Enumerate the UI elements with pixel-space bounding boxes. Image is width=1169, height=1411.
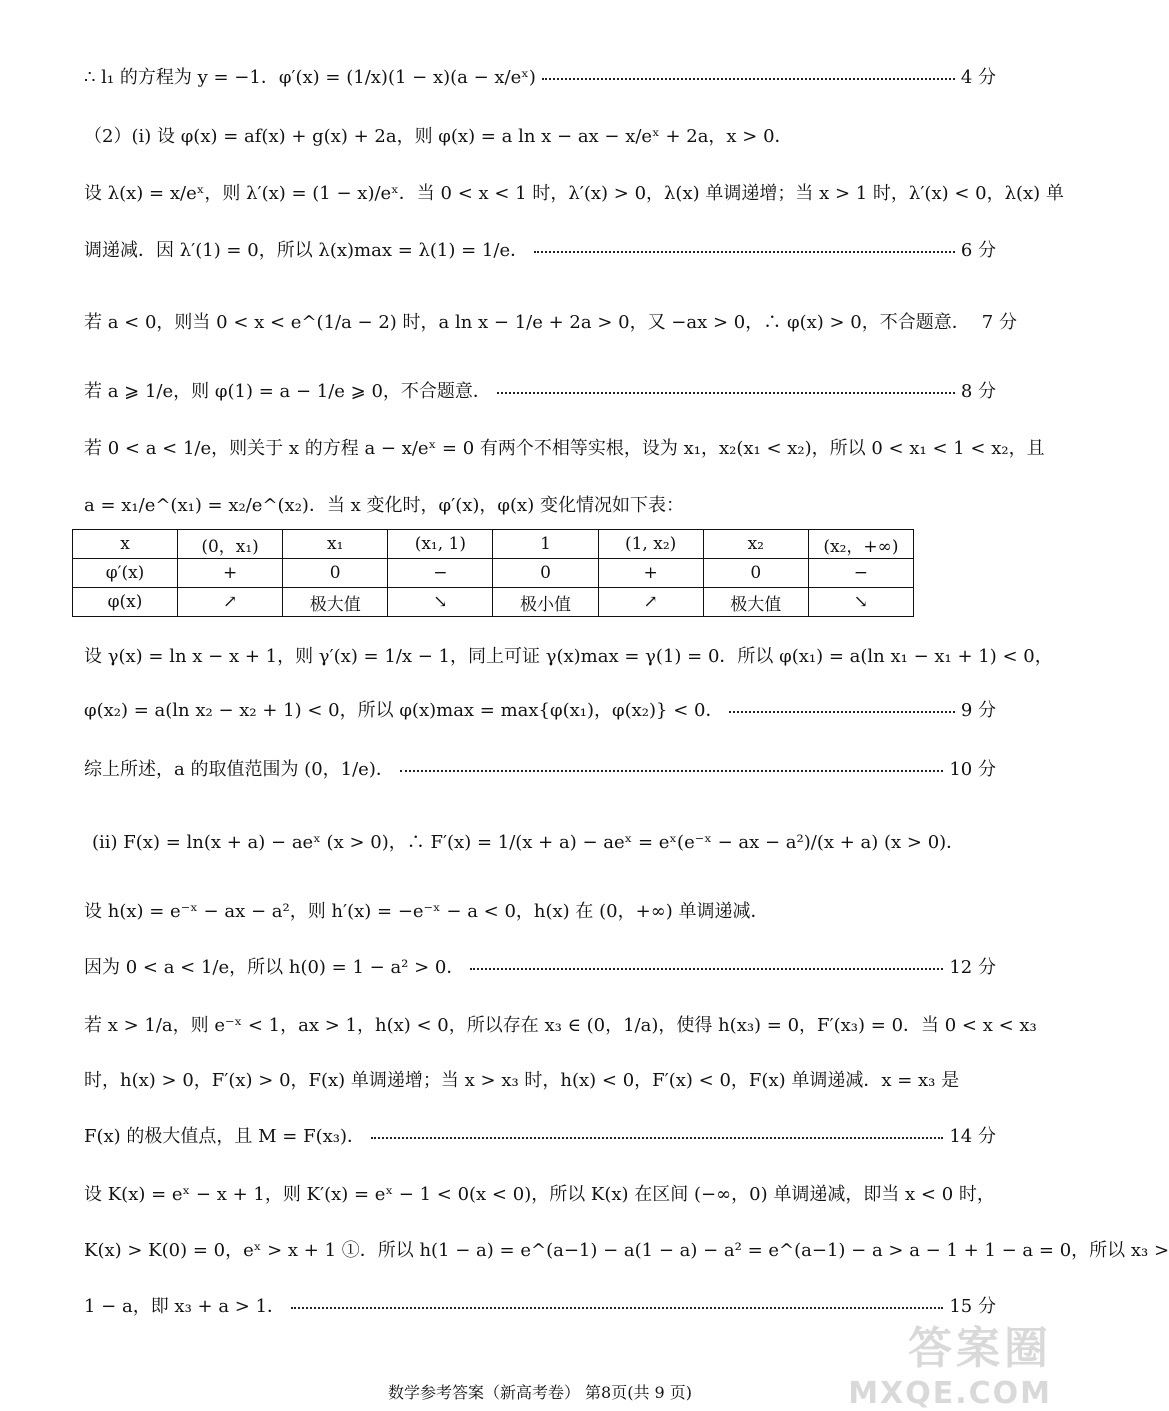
watermark-text: 答案圈 (908, 1323, 1052, 1374)
table-cell: + (178, 559, 283, 588)
leader-dots (534, 251, 955, 253)
table-cell: 极大值 (283, 588, 388, 617)
table-cell: 1 (493, 530, 598, 559)
line-text: 因为 0 < a < 1/e，所以 h(0) = 1 − a² > 0． (84, 957, 465, 978)
solution-line (84, 755, 996, 781)
points-label: 10 分 (949, 759, 996, 780)
leader-dots (291, 1307, 943, 1309)
points-label: 15 分 (949, 1296, 996, 1317)
solution-line: 设 h(x) = e⁻ˣ − ax − a²，则 h′(x) = −e⁻ˣ − a < 0，h(x) 在 (0，+∞) 单调递减． (84, 901, 769, 922)
solution-line: (ii) F(x) = ln(x + a) − aeˣ (x > 0)，∴ F′(x) = 1/(x + a) − aeˣ = eˣ(e⁻ˣ − ax − a²)/(x + a) (x > 0)． (92, 832, 965, 853)
points-label: 9 分 (960, 700, 996, 721)
watermark-url: MXQE.COM (848, 1376, 1052, 1411)
leader-dots (497, 392, 955, 394)
table-row (73, 559, 914, 588)
solution-line (84, 308, 1017, 334)
solution-line: （2）(i) 设 φ(x) = af(x) + g(x) + 2a，则 φ(x) = a ln x − ax − x/eˣ + 2a，x > 0． (84, 126, 793, 147)
table-cell: − (808, 559, 913, 588)
table-cell: (x₁, 1) (388, 530, 493, 559)
solution-line (84, 953, 996, 979)
points-label: 4 分 (960, 67, 996, 88)
table-cell: (0，x₁) (178, 530, 283, 559)
table-cell: 0 (703, 559, 808, 588)
points-label: 6 分 (960, 240, 996, 261)
table-cell: ↗ (598, 588, 703, 617)
table-cell: (x₂，+∞) (808, 530, 913, 559)
line-text: φ(x₂) = a(ln x₂ − x₂ + 1) < 0，所以 φ(x)max = max{φ(x₁)，φ(x₂)} < 0． (84, 700, 724, 721)
table-cell: 0 (283, 559, 388, 588)
table-cell: + (598, 559, 703, 588)
line-text: 若 a < 0，则当 0 < x < e^(1/a − 2) 时，a ln x − 1/e + 2a > 0，又 −ax > 0，∴ φ(x) > 0，不合题意． (84, 312, 970, 333)
leader-dots (400, 770, 944, 772)
solution-line: 设 λ(x) = x/eˣ，则 λ′(x) = (1 − x)/eˣ．当 0 < x < 1 时，λ′(x) > 0，λ(x) 单调递增；当 x > 1 时，λ′(x) < 0，λ(x) 单 (84, 183, 1064, 204)
solution-line (84, 1122, 996, 1148)
points-label: 14 分 (949, 1126, 996, 1147)
solution-line: 若 0 < a < 1/e，则关于 x 的方程 a − x/eˣ = 0 有两个不相等实根，设为 x₁，x₂(x₁ < x₂)，所以 0 < x₁ < 1 < x₂，且 (84, 438, 1045, 459)
table-cell: 0 (493, 559, 598, 588)
points-label: 12 分 (949, 957, 996, 978)
solution-line: 若 x > 1/a，则 e⁻ˣ < 1，ax > 1，h(x) < 0，所以存在 x₃ ∈ (0，1/a)，使得 h(x₃) = 0，F′(x₃) = 0．当 0 < x < x₃ (84, 1015, 1037, 1036)
table-cell: x₁ (283, 530, 388, 559)
table-cell: φ(x) (73, 588, 178, 617)
table-cell: − (388, 559, 493, 588)
line-text: F(x) 的极大值点，且 M = F(x₃)． (84, 1126, 365, 1147)
solution-line: 设 K(x) = eˣ − x + 1，则 K′(x) = eˣ − 1 < 0(x < 0)，所以 K(x) 在区间 (−∞，0) 单调递减，即当 x < 0 时， (84, 1184, 995, 1205)
leader-dots (542, 78, 955, 80)
points-label: 8 分 (960, 381, 996, 402)
table-cell: φ′(x) (73, 559, 178, 588)
solution-line: a = x₁/e^(x₁) = x₂/e^(x₂)．当 x 变化时，φ′(x)，φ(x) 变化情况如下表： (84, 495, 684, 516)
table-cell: x (73, 530, 178, 559)
table-cell: ↘ (808, 588, 913, 617)
solution-line (84, 696, 996, 722)
solution-line (84, 236, 996, 262)
solution-line (84, 63, 996, 89)
solution-line: K(x) > K(0) = 0，eˣ > x + 1 ①．所以 h(1 − a) = e^(a−1) − a(1 − a) − a² = e^(a−1) − a > a − 1 + 1 − a = 0，所以 x₃ > (84, 1240, 1169, 1261)
leader-dots (729, 711, 954, 713)
leader-dots (371, 1137, 943, 1139)
table-cell: (1, x₂) (598, 530, 703, 559)
solution-line: 时，h(x) > 0，F′(x) > 0，F(x) 单调递增；当 x > x₃ 时，h(x) < 0，F′(x) < 0，F(x) 单调递减．x = x₃ 是 (84, 1070, 960, 1091)
solution-line: 设 γ(x) = ln x − x + 1，则 γ′(x) = 1/x − 1，同上可证 γ(x)max = γ(1) = 0．所以 φ(x₁) = a(ln x₁ − x₁ + 1) < 0， (84, 646, 1053, 667)
line-text: ∴ l₁ 的方程为 y = −1．φ′(x) = (1/x)(1 − x)(a − x/eˣ) (84, 67, 536, 88)
points-label: 7 分 (981, 312, 1017, 333)
line-text: 综上所述，a 的取值范围为 (0，1/e)． (84, 759, 394, 780)
variation-table (72, 529, 914, 617)
line-text: 若 a ⩾ 1/e，则 φ(1) = a − 1/e ⩾ 0，不合题意． (84, 381, 491, 402)
table-cell: 极大值 (703, 588, 808, 617)
table-row (73, 530, 914, 559)
line-text: 1 − a，即 x₃ + a > 1． (84, 1296, 286, 1317)
table-cell: ↗ (178, 588, 283, 617)
solution-line (84, 377, 996, 403)
page-footer: 数学参考答案（新高考卷） 第8页(共 9 页) (387, 1383, 693, 1402)
table-cell: x₂ (703, 530, 808, 559)
table-row (73, 588, 914, 617)
line-text: 调递减．因 λ′(1) = 0，所以 λ(x)max = λ(1) = 1/e． (84, 240, 529, 261)
table-cell: 极小值 (493, 588, 598, 617)
table-cell: ↘ (388, 588, 493, 617)
leader-dots (470, 968, 943, 970)
